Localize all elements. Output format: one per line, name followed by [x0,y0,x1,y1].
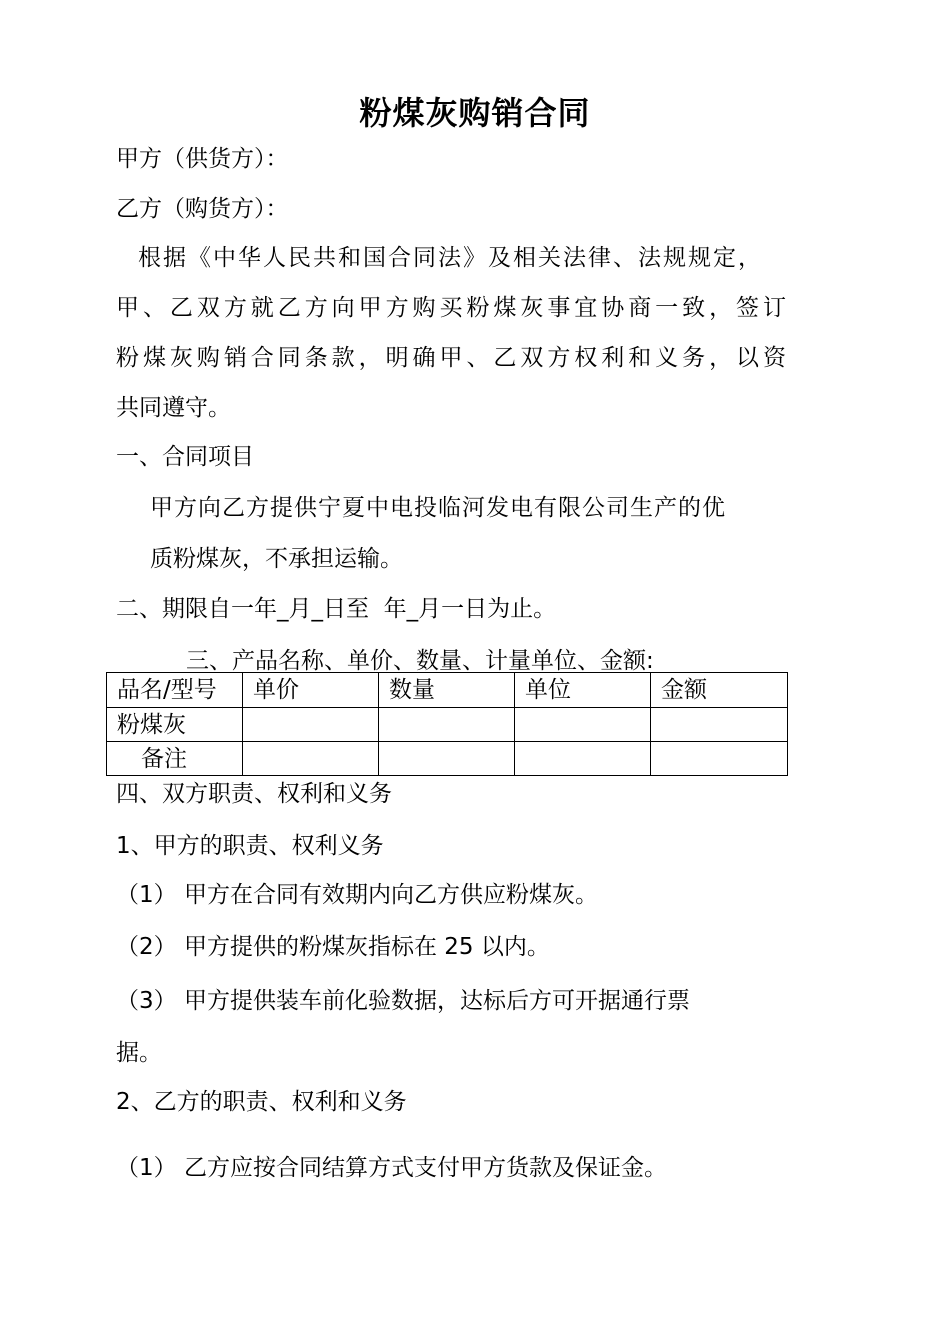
table-cell [243,708,379,742]
party-a-duty-2: （2） 甲方提供的粉煤灰指标在 25 以内。 [116,934,550,960]
party-b-duties-heading: 2、乙方的职责、权利和义务 [116,1089,407,1115]
table-row [107,708,788,742]
section-2-heading: 二、期限自一年_月_日至 年_月一日为止。 [116,596,557,622]
party-a-line: 甲方（供货方）： [116,146,289,172]
party-a-duty-1: （1） 甲方在合同有效期内向乙方供应粉煤灰。 [116,882,598,908]
product-table [106,672,788,776]
table-row [107,742,788,776]
table-cell [515,708,651,742]
section-4-heading: 四、双方职责、权利和义务 [116,781,392,807]
preamble-line-1: 根据《中华人民共和国合同法》及相关法律、法规规定， [138,245,763,271]
preamble-line-3: 粉煤灰购销合同条款，明确甲、乙双方权利和义务，以资 [116,345,788,371]
party-a-duties-heading: 1、甲方的职责、权利义务 [116,833,384,859]
party-a-duty-3-cont: 据。 [116,1040,162,1066]
preamble-line-4: 共同遵守。 [116,395,231,421]
table-header-cell: 单价 [243,673,379,708]
section-1-heading: 一、合同项目 [116,444,254,470]
table-cell [651,742,788,776]
table-cell [243,742,379,776]
table-cell [515,742,651,776]
table-header-row [107,673,788,708]
table-cell: 备注 [107,742,243,776]
table-header-cell: 单位 [515,673,651,708]
table-header-cell: 金额 [651,673,788,708]
party-b-duty-1: （1） 乙方应按合同结算方式支付甲方货款及保证金。 [116,1155,667,1181]
document-title: 粉煤灰购销合同 [359,94,591,132]
preamble-line-2: 甲、乙双方就乙方向甲方购买粉煤灰事宜协商一致，签订 [116,295,788,321]
table-cell [651,708,788,742]
section-3-heading: 三、产品名称、单价、数量、计量单位、金额: [186,648,654,674]
party-b-line: 乙方（购货方）： [116,196,289,222]
table-header-cell: 数量 [379,673,515,708]
table-cell [379,742,515,776]
table-header-cell: 品名/型号 [107,673,243,708]
table-cell: 粉煤灰 [107,708,243,742]
section-1-body-line-2: 质粉煤灰，不承担运输。 [150,546,403,572]
section-1-body-line-1: 甲方向乙方提供宁夏中电投临河发电有限公司生产的优 [150,495,726,521]
party-a-duty-3: （3） 甲方提供装车前化验数据，达标后方可开据通行票 [116,988,690,1014]
table-cell [379,708,515,742]
